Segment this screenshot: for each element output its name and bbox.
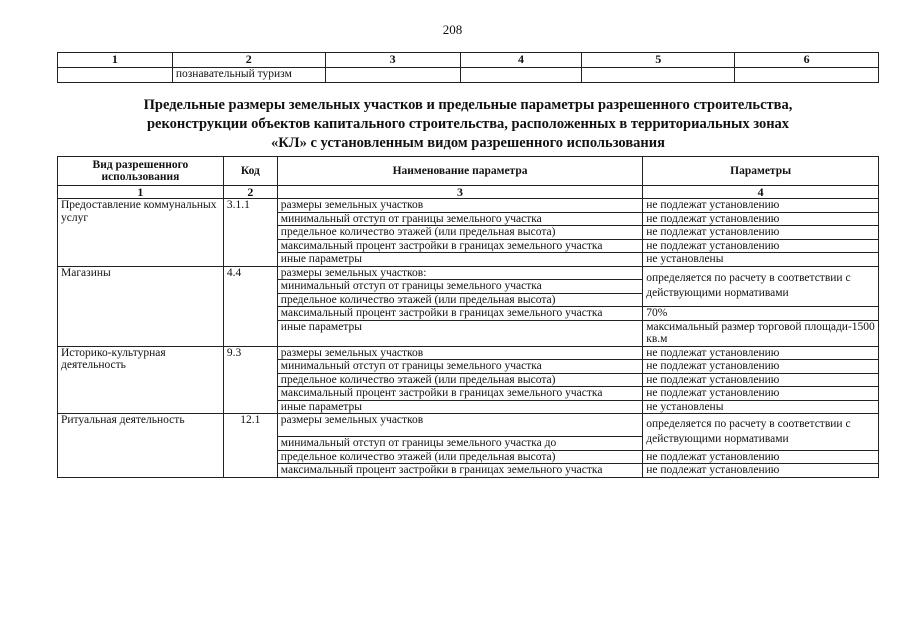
table-cell <box>460 68 582 83</box>
parameter-cell: предельное количество этажей (или предельная высота) <box>277 450 642 464</box>
value-cell: не подлежат установлению <box>643 450 879 464</box>
value-cell: не подлежат установлению <box>643 239 879 253</box>
parameter-cell: минимальный отступ от границы земельного участка <box>277 212 642 226</box>
code-cell: 12.1 <box>223 414 277 478</box>
col-number: 5 <box>582 53 735 68</box>
parameter-cell: размеры земельных участков <box>277 346 642 360</box>
table-cell <box>735 68 879 83</box>
table-cell <box>582 68 735 83</box>
value-cell: не подлежат установлению <box>643 387 879 401</box>
parameter-cell: минимальный отступ от границы земельного участка <box>277 280 642 294</box>
header-code: Код <box>223 157 277 186</box>
value-cell: не установлены <box>643 253 879 267</box>
value-cell: не подлежат установлению <box>643 464 879 478</box>
value-cell: не подлежат установлению <box>643 360 879 374</box>
code-cell: 9.3 <box>223 346 277 414</box>
parameter-cell: максимальный процент застройки в границах земельного участка <box>277 239 642 253</box>
table-cell <box>325 68 460 83</box>
parameter-cell: минимальный отступ от границы земельного участка до <box>277 437 642 451</box>
table-cell <box>58 68 173 83</box>
table-row <box>58 266 879 280</box>
value-cell: не подлежат установлению <box>643 346 879 360</box>
continuation-row <box>58 68 879 83</box>
parameter-cell: максимальный процент застройки в границах земельного участка <box>277 307 642 321</box>
col-number: 4 <box>643 186 879 199</box>
table-cell: познавательный туризм <box>172 68 325 83</box>
col-number: 2 <box>172 53 325 68</box>
use-type-cell: Ритуальная деятельность <box>58 414 224 478</box>
use-type-cell: Предоставление коммунальных услуг <box>58 199 224 267</box>
col-number: 1 <box>58 186 224 199</box>
parameter-cell: размеры земельных участков <box>277 199 642 213</box>
header-parameters: Параметры <box>643 157 879 186</box>
value-cell: не подлежат установлению <box>643 226 879 240</box>
continuation-header-row <box>58 53 879 68</box>
col-number: 6 <box>735 53 879 68</box>
title-line: реконструкции объектов капитального строительства, расположенных в территориальных зонах <box>146 116 790 132</box>
value-cell: не подлежат установлению <box>643 199 879 213</box>
page-number: 208 <box>442 22 463 37</box>
continuation-table <box>57 52 879 83</box>
parameter-cell: иные параметры <box>277 400 642 414</box>
value-cell: не установлены <box>643 400 879 414</box>
parameter-cell: предельное количество этажей (или предельная высота) <box>277 226 642 240</box>
parameter-cell: размеры земельных участков: <box>277 266 642 280</box>
use-type-cell: Магазины <box>58 266 224 346</box>
header-use-type: Вид разрешенного использования <box>58 157 224 186</box>
col-number: 4 <box>460 53 582 68</box>
parameter-cell: минимальный отступ от границы земельного участка <box>277 360 642 374</box>
parameter-cell: иные параметры <box>277 320 642 346</box>
code-cell: 4.4 <box>223 266 277 346</box>
table-row <box>58 199 879 213</box>
parameter-cell: максимальный процент застройки в границах земельного участка <box>277 464 642 478</box>
col-number: 3 <box>325 53 460 68</box>
title-line: Предельные размеры земельных участков и предельные параметры разрешенного строительства, <box>143 97 793 113</box>
value-cell: не подлежат установлению <box>643 212 879 226</box>
title-line: «КЛ» с установленным видом разрешенного использования <box>271 135 665 151</box>
col-number: 3 <box>277 186 642 199</box>
value-cell: определяется по расчету в соответствии с действующими нормативами <box>643 414 879 451</box>
table-row <box>58 346 879 360</box>
header-parameter-name: Наименование параметра <box>277 157 642 186</box>
value-cell: максимальный размер торговой площади-1500 кв.м <box>643 320 879 346</box>
parameter-cell: предельное количество этажей (или предельная высота) <box>277 373 642 387</box>
table-row <box>58 414 879 437</box>
value-cell: не подлежат установлению <box>643 373 879 387</box>
parameter-cell: предельное количество этажей (или предельная высота) <box>277 293 642 307</box>
value-cell: 70% <box>643 307 879 321</box>
code-cell: 3.1.1 <box>223 199 277 267</box>
parameters-table <box>57 156 879 478</box>
section-title <box>57 96 879 153</box>
column-numbers-row <box>58 186 879 199</box>
col-number: 1 <box>58 53 173 68</box>
col-number: 2 <box>223 186 277 199</box>
parameter-cell: максимальный процент застройки в границах земельного участка <box>277 387 642 401</box>
use-type-cell: Историко-культурная деятельность <box>58 346 224 414</box>
parameter-cell: размеры земельных участков <box>277 414 642 437</box>
value-cell: определяется по расчету в соответствии с действующими нормативами <box>643 266 879 307</box>
table-header-row <box>58 157 879 186</box>
parameter-cell: иные параметры <box>277 253 642 267</box>
